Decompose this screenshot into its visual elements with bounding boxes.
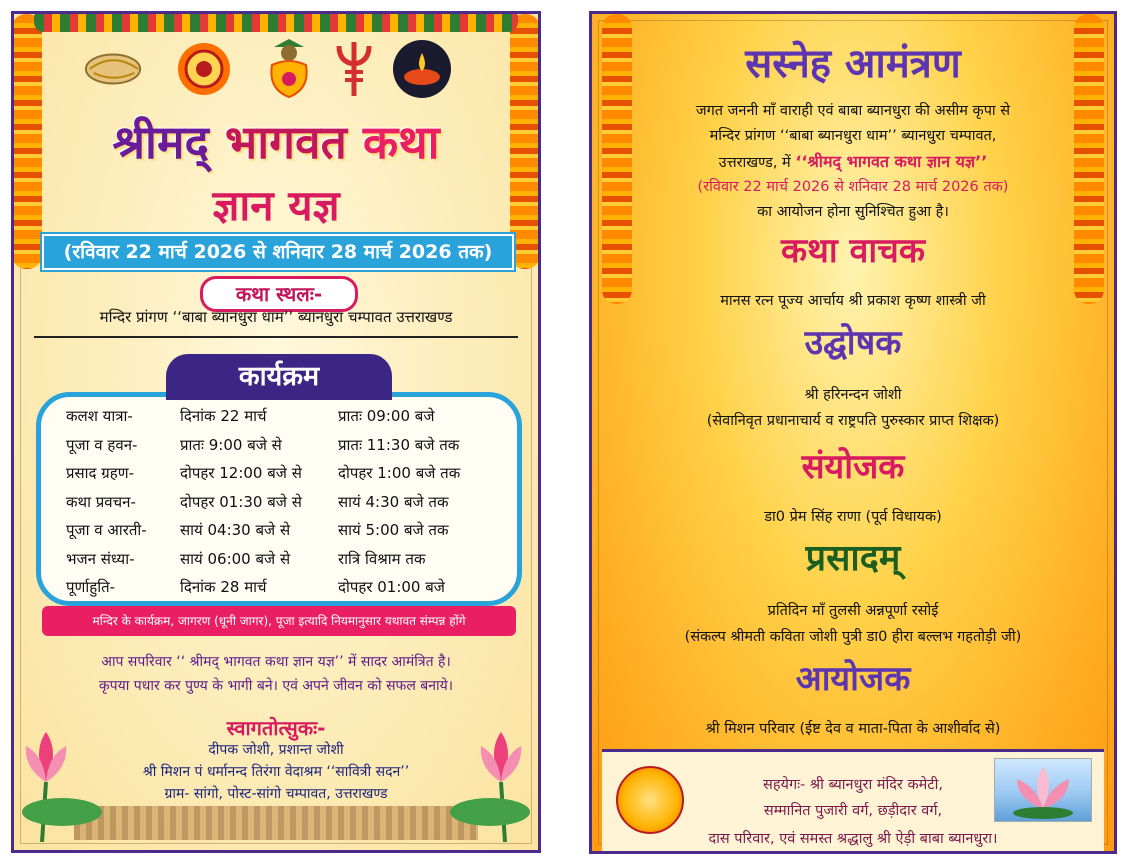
page-subtitle: ज्ञान यज्ञ — [212, 181, 340, 230]
right-invitation-card — [589, 11, 1117, 854]
intro-line-2: मन्दिर प्रांगण ‘‘बाबा ब्यानधुरा धाम’’ ब्यानधुरा चम्पावत, — [709, 128, 997, 144]
program-start: सायं 06:00 बजे से — [180, 549, 291, 568]
program-event: पूजा व हवन- — [66, 435, 138, 454]
kalash-icon — [259, 38, 319, 100]
section-line: श्री हरिनन्दन जोशी — [804, 387, 902, 403]
program-row — [66, 520, 516, 549]
program-start: दिनांक 28 मार्च — [180, 578, 267, 596]
intro-line-3 — [592, 150, 1114, 172]
section-heading-katha-vachak: कथा वाचक — [781, 231, 925, 271]
section-heading-prasadam: प्रसादम् — [805, 537, 901, 579]
top-garland-icon — [34, 11, 518, 32]
welcome-heading: स्वागतोत्सुकः- — [226, 716, 326, 740]
om-sun-icon — [174, 38, 234, 100]
welcome-line-1: दीपक जोशी, प्रशान्त जोशी — [208, 742, 344, 758]
section-line: (सेवानिवृत प्रधानाचार्य व राष्ट्रपति पुरुस्कार प्राप्त शिक्षक) — [706, 413, 1000, 429]
lotus-right-icon — [435, 712, 530, 842]
program-event: पूर्णाहुति- — [66, 578, 116, 596]
program-title: कार्यक्रम — [166, 354, 392, 400]
program-end: सायं 4:30 बजे तक — [338, 492, 449, 511]
section-line: डा0 प्रेम सिंह राणा (पूर्व विधायक) — [764, 509, 942, 525]
intro-line-3-prefix: उत्तराखण्ड, में — [718, 155, 791, 171]
support-line-3: दास परिवार, एवं समस्त श्रद्धालु श्री ऐड़ी बाबा ब्यानधुरा। — [708, 831, 998, 847]
date-range-banner: (रविवार 22 मार्च 2026 से शनिवार 28 मार्च 2026 तक) — [42, 234, 514, 270]
page-title — [14, 114, 538, 170]
program-end: सायं 5:00 बजे तक — [338, 521, 449, 539]
support-footer — [602, 749, 1104, 852]
program-row — [66, 435, 516, 464]
title-part-2: भागवत — [224, 115, 347, 169]
program-end: दोपहर 01:00 बजे — [338, 578, 445, 596]
diya-icon — [392, 38, 452, 100]
intro-line-4: का आयोजन होना सुनिश्चित हुआ है। — [757, 204, 949, 220]
venue-label: कथा स्थलः- — [200, 276, 358, 312]
lotus-left-icon — [22, 712, 117, 842]
program-start: दिनांक 22 मार्च — [180, 407, 267, 425]
program-end: प्रातः 09:00 बजे — [338, 407, 435, 425]
program-row — [66, 549, 516, 578]
program-row — [66, 463, 516, 492]
program-end: दोपहर 1:00 बजे तक — [338, 464, 461, 482]
program-end: प्रातः 11:30 बजे तक — [338, 435, 460, 454]
title-part-3: कथा — [362, 115, 440, 169]
section-line: श्री मिशन परिवार (ईष्ट देव व माता-पिता के आशीर्वाद से) — [705, 721, 1001, 737]
welcome-line-3: ग्राम- सांगो, पोस्ट-सांगो चम्पावत, उत्तराखण्ड — [164, 786, 388, 802]
venue-text: मन्दिर प्रांगण ‘‘बाबा ब्यानधुरा धाम’’ ब्यानधुरा चम्पावत उत्तराखण्ड — [99, 308, 453, 326]
program-start: सायं 04:30 बजे से — [180, 521, 291, 539]
program-start: दोपहर 01:30 बजे से — [180, 492, 302, 511]
program-event: कलश यात्रा- — [66, 407, 133, 425]
invite-line-2: कृपया पधार कर पुण्य के भागी बने। एवं अपने जीवन को सफल बनाये। — [98, 678, 454, 694]
program-event: पूजा व आरती- — [66, 521, 147, 539]
program-start: प्रातः 9:00 बजे से — [180, 435, 282, 454]
title-part-1: श्रीमद् — [112, 115, 209, 169]
left-invitation-card — [11, 11, 541, 853]
conch-icon — [84, 38, 144, 100]
program-schedule — [66, 406, 516, 606]
temple-notice-banner: मन्दिर के कार्यक्रम, जागरण (धूनी जागर), पूजा इत्यादि नियमानुसार यथावत संम्पन्न होंगे — [42, 606, 516, 636]
support-line-2: सम्मानित पुजारी वर्ग, छड़ीदार वर्ग, — [763, 803, 943, 819]
section-heading-aayojak: आयोजक — [795, 659, 911, 699]
section-heading-udghoshak: उद्घोषक — [804, 323, 902, 363]
section-line: प्रतिदिन माँ तुलसी अन्नपूर्णा रसोई — [767, 603, 939, 619]
section-line: (संकल्प श्रीमती कविता जोशी पुत्री डा0 हीरा बल्लभ गहतोड़ी जी) — [684, 629, 1022, 645]
venue-divider — [34, 336, 518, 338]
program-event: कथा प्रवचन- — [66, 492, 136, 511]
intro-highlight: ‘‘श्रीमद् भागवत कथा ज्ञान यज्ञ’’ — [795, 152, 988, 171]
section-heading-sanyojak: संयोजक — [801, 447, 905, 487]
invitation-heading: सस्नेह आमंत्रण — [745, 40, 961, 87]
trishul-icon — [324, 38, 384, 100]
program-row — [66, 577, 516, 606]
intro-date: (रविवार 22 मार्च 2026 से शनिवार 28 मार्च 2026 तक) — [697, 179, 1009, 195]
intro-line-1: जगत जननी माँ वाराही एवं बाबा ब्यानधुरा की असीम कृपा से — [695, 103, 1011, 119]
decorative-border-band — [74, 806, 478, 840]
program-row — [66, 492, 516, 521]
program-end: रात्रि विश्राम तक — [338, 549, 426, 568]
welcome-line-2: श्री मिशन पं धर्मानन्द तिरंगा वेदाश्रम ‘‘सावित्री सदन’’ — [142, 764, 410, 780]
program-event: भजन संध्या- — [66, 549, 135, 568]
program-event: प्रसाद ग्रहण- — [66, 464, 134, 482]
invite-line-1: आप सपरिवार ‘‘ श्रीमद् भागवत कथा ज्ञान यज्ञ’’ में सादर आमंत्रित है। — [101, 654, 451, 670]
program-start: दोपहर 12:00 बजे से — [180, 464, 302, 482]
support-line-1: सहयेगः- श्री ब्यानधुरा मंदिर कमेटी, — [763, 777, 943, 793]
section-line: मानस रत्न पूज्य आर्चाय श्री प्रकाश कृष्ण शास्त्री जी — [720, 293, 986, 309]
program-row — [66, 406, 516, 435]
